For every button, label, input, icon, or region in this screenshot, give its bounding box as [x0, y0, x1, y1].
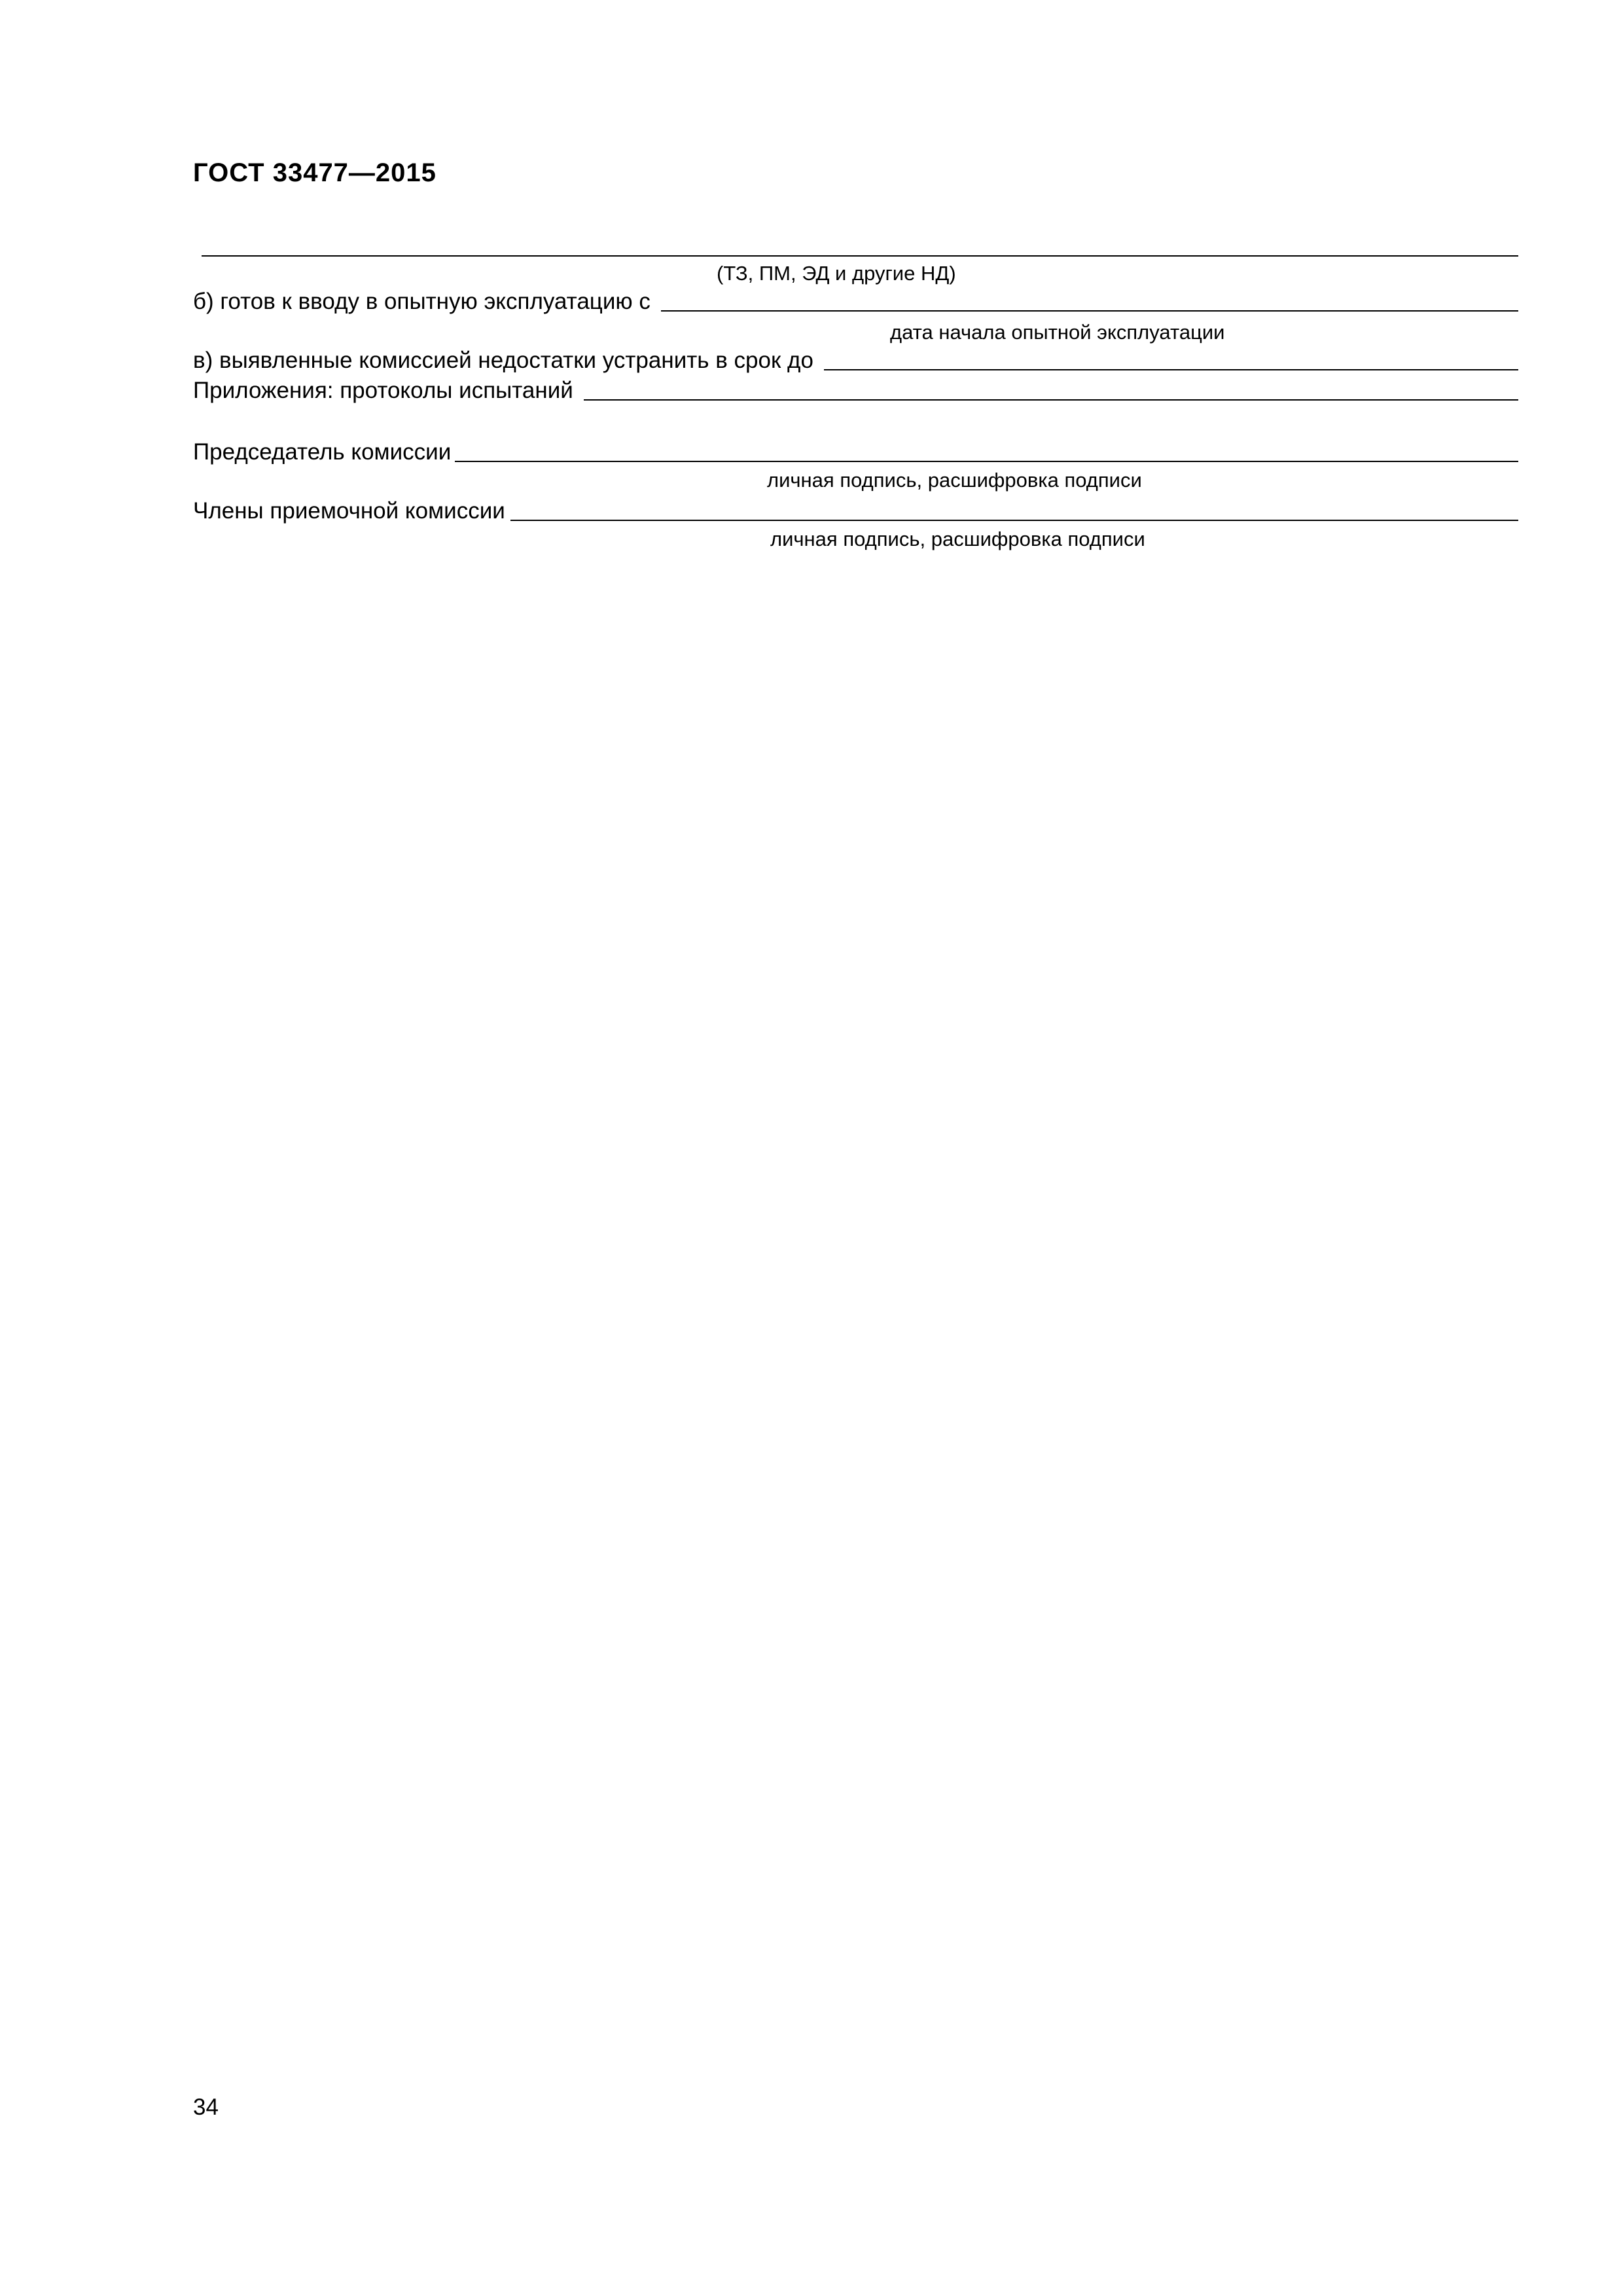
docs-caption: (ТЗ, ПМ, ЭД и другие НД) — [717, 262, 956, 285]
members-caption: личная подпись, расшифровка подписи — [770, 528, 1145, 550]
members-row — [193, 492, 1518, 525]
item-b-row — [193, 283, 1518, 315]
item-v-blank-line[interactable] — [824, 368, 1518, 370]
page-number: 34 — [193, 2094, 219, 2120]
appendix-label: Приложения: протоколы испытаний — [193, 378, 573, 403]
docs-blank-line[interactable] — [202, 255, 1518, 257]
chairman-row — [193, 433, 1518, 466]
members-label: Члены приемочной комиссии — [193, 498, 505, 524]
chairman-blank-line[interactable] — [455, 460, 1518, 462]
appendix-row — [193, 372, 1518, 404]
chairman-label: Председатель комиссии — [193, 439, 452, 465]
document-header: ГОСТ 33477—2015 — [193, 158, 437, 187]
item-b-label: б) готов к вводу в опытную эксплуатацию с — [193, 289, 651, 314]
item-b-caption: дата начала опытной эксплуатации — [890, 321, 1225, 344]
item-v-label: в) выявленные комиссией недостатки устранить в срок до — [193, 348, 813, 373]
chairman-caption: личная подпись, расшифровка подписи — [767, 469, 1142, 492]
members-blank-line[interactable] — [510, 519, 1518, 521]
item-v-row — [193, 342, 1518, 374]
item-b-blank-line[interactable] — [661, 310, 1518, 312]
appendix-blank-line[interactable] — [584, 399, 1518, 401]
